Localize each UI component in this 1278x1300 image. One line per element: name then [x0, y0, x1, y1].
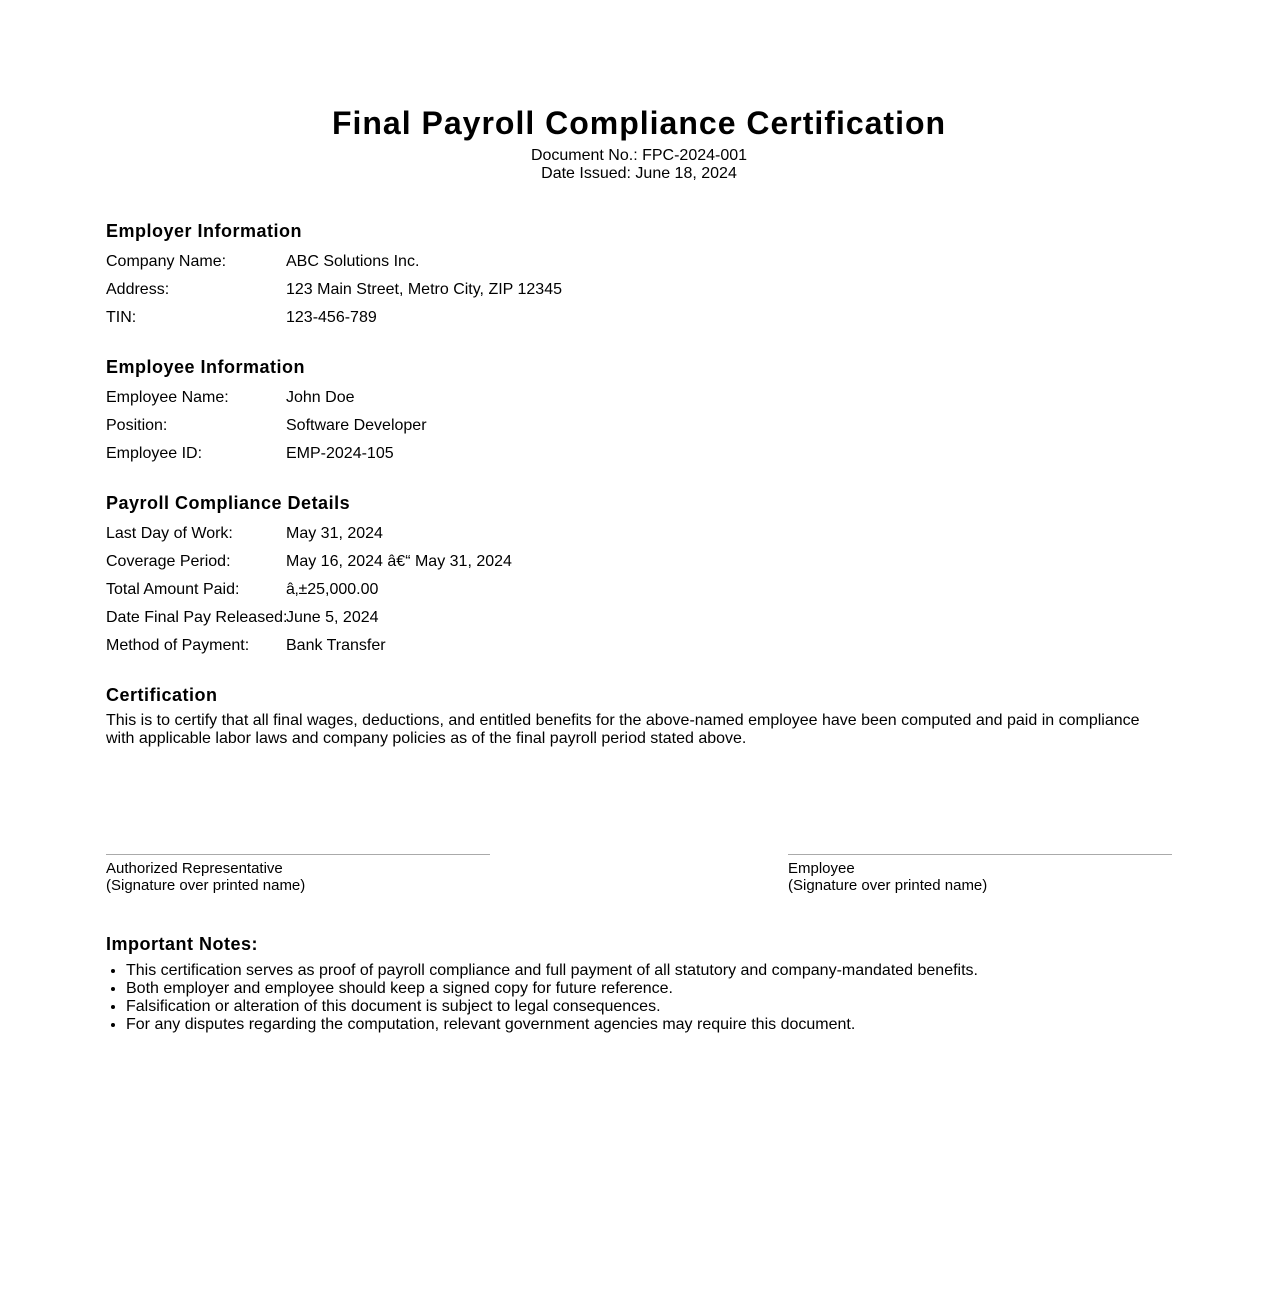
employee-name-value: John Doe: [286, 389, 355, 406]
last-day-label: Last Day of Work:: [106, 525, 233, 542]
info-row: [106, 548, 1172, 576]
certification-heading: Certification: [106, 685, 218, 705]
notes-section: [106, 933, 1172, 1034]
payment-method-value: Bank Transfer: [286, 637, 386, 654]
employee-id-label: Employee ID:: [106, 445, 203, 462]
info-row: [106, 440, 1172, 468]
release-date-label: Date Final Pay Released:: [106, 609, 288, 626]
notes-heading: Important Notes:: [106, 934, 258, 954]
info-row: [106, 632, 1172, 660]
info-row: [106, 304, 1172, 332]
address-value: 123 Main Street, Metro City, ZIP 12345: [286, 281, 562, 298]
list-item: • Both employer and employee should keep a signed copy for future reference.: [126, 980, 1172, 998]
authorized-signature-note: (Signature over printed name): [106, 877, 306, 894]
employee-heading: Employee Information: [106, 357, 306, 377]
certification-text: This is to certify that all final wages, deductions, and entitled benefits for the above-named employee have been computed and paid in compliance with applicable labor laws and company policies as of the final payroll period stated above.: [106, 712, 1140, 747]
list-item: • Falsification or alteration of this document is subject to legal consequences.: [126, 998, 1172, 1016]
date-issued: Date Issued: June 18, 2024: [541, 165, 737, 182]
certification-section: [106, 684, 1172, 748]
company-name-value: ABC Solutions Inc.: [286, 253, 420, 270]
address-label: Address:: [106, 281, 170, 298]
info-row: [106, 576, 1172, 604]
employee-signature-note: (Signature over printed name): [788, 877, 988, 894]
employee-id-value: EMP-2024-105: [286, 445, 394, 462]
company-name-label: Company Name:: [106, 253, 227, 270]
info-row: [106, 248, 1172, 276]
payroll-section: [106, 492, 1172, 660]
total-amount-label: Total Amount Paid:: [106, 581, 240, 598]
document-title: Final Payroll Compliance Certification: [331, 105, 947, 141]
tin-value: 123-456-789: [286, 309, 377, 326]
payroll-heading: Payroll Compliance Details: [106, 493, 351, 513]
coverage-period-label: Coverage Period:: [106, 553, 231, 570]
employer-heading: Employer Information: [106, 221, 303, 241]
position-label: Position:: [106, 417, 168, 434]
coverage-period-value: May 16, 2024 â€“ May 31, 2024: [286, 553, 512, 570]
document-meta: [106, 147, 1172, 183]
authorized-signature-block: [106, 854, 490, 894]
info-row: [106, 276, 1172, 304]
employee-signature-block: [788, 854, 1172, 894]
tin-label: TIN:: [106, 309, 137, 326]
release-date-value: June 5, 2024: [286, 609, 379, 626]
authorized-role: Authorized Representative: [106, 860, 283, 877]
info-row: [106, 604, 1172, 632]
employee-role: Employee: [788, 860, 855, 877]
employee-section: [106, 356, 1172, 468]
employee-name-label: Employee Name:: [106, 389, 229, 406]
info-row: [106, 384, 1172, 412]
info-row: [106, 412, 1172, 440]
document-number: Document No.: FPC-2024-001: [530, 147, 748, 164]
total-amount-value: â‚±25,000.00: [286, 581, 379, 598]
payment-method-label: Method of Payment:: [106, 637, 250, 654]
info-row: [106, 520, 1172, 548]
list-item: • This certification serves as proof of payroll compliance and full payment of all statutory and company-mandated benefits.: [126, 962, 1172, 980]
position-value: Software Developer: [286, 417, 427, 434]
last-day-value: May 31, 2024: [286, 525, 383, 542]
employer-section: [106, 220, 1172, 332]
notes-list: [106, 962, 1172, 1034]
list-item: • For any disputes regarding the computation, relevant government agencies may require this document.: [126, 1016, 1172, 1034]
